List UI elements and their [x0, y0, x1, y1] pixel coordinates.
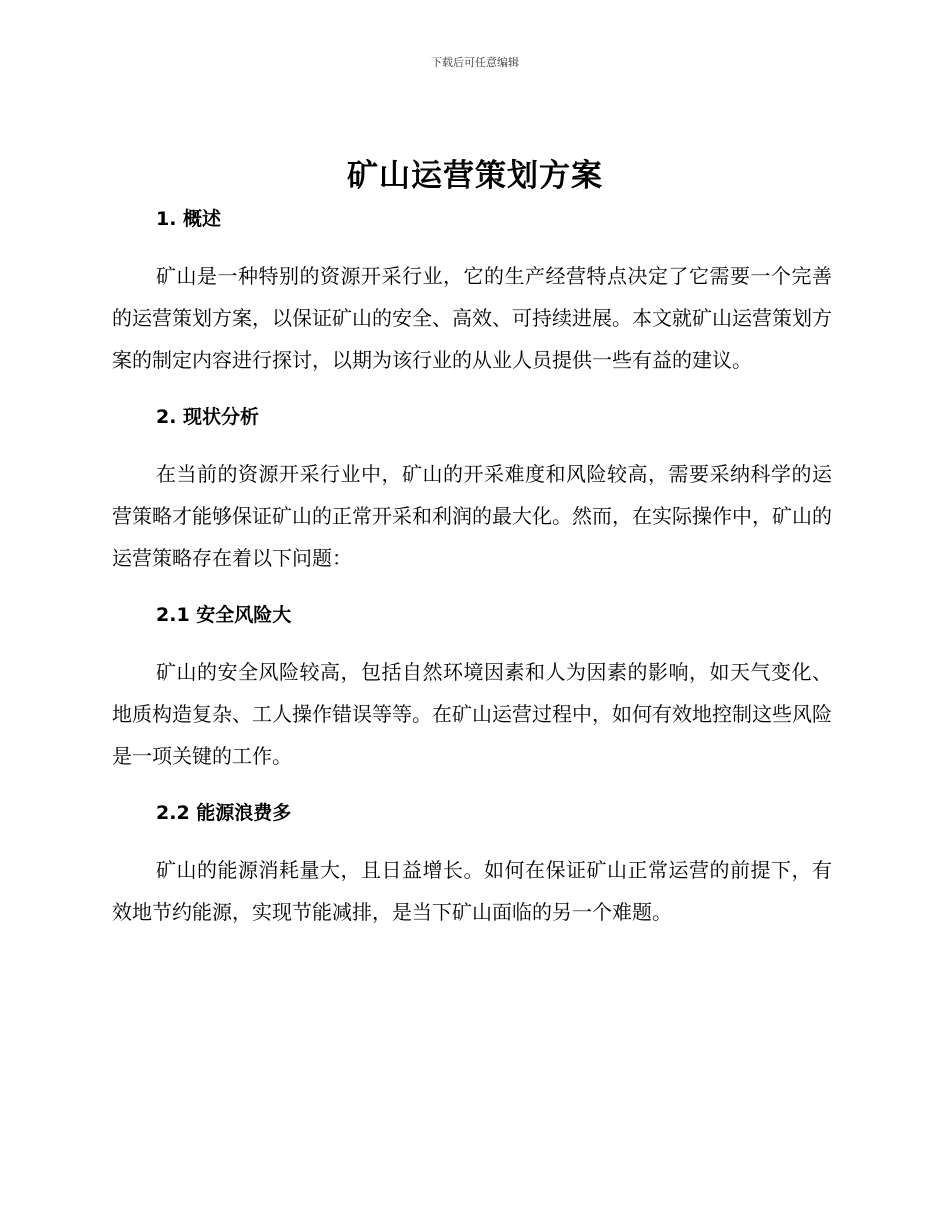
section-paragraph-status-analysis: 在当前的资源开采行业中，矿山的开采难度和风险较高，需要采纳科学的运营策略才能够保证矿山的正常开采和利润的最大化。然而，在实际操作中，矿山的运营策略存在着以下问题： [112, 462, 832, 570]
document-body [112, 203, 832, 933]
section-paragraph-energy-waste: 矿山的能源消耗量大，且日益增长。如何在保证矿山正常运营的前提下，有效地节约能源，实现节能减排，是当下矿山面临的另一个难题。 [112, 858, 832, 924]
section-heading-energy-waste: 2.2 能源浪费多 [156, 802, 292, 824]
section-paragraph-safety-risk: 矿山的安全风险较高，包括自然环境因素和人为因素的影响，如天气变化、地质构造复杂、工人操作错误等等。在矿山运营过程中，如何有效地控制这些风险是一项关键的工作。 [112, 660, 832, 768]
section-paragraph-overview: 矿山是一种特别的资源开采行业，它的生产经营特点决定了它需要一个完善的运营策划方案，以保证矿山的安全、高效、可持续进展。本文就矿山运营策划方案的制定内容进行探讨，以期为该行业的从业人员提供一些有益的建议。 [112, 264, 832, 372]
document-title: 矿山运营策划方案 [347, 158, 603, 194]
header-note: 下载后可任意编辑 [431, 56, 519, 69]
section-heading-status-analysis: 2. 现状分析 [156, 406, 260, 428]
section-heading-safety-risk: 2.1 安全风险大 [156, 604, 292, 626]
section-heading-overview: 1. 概述 [156, 208, 222, 230]
